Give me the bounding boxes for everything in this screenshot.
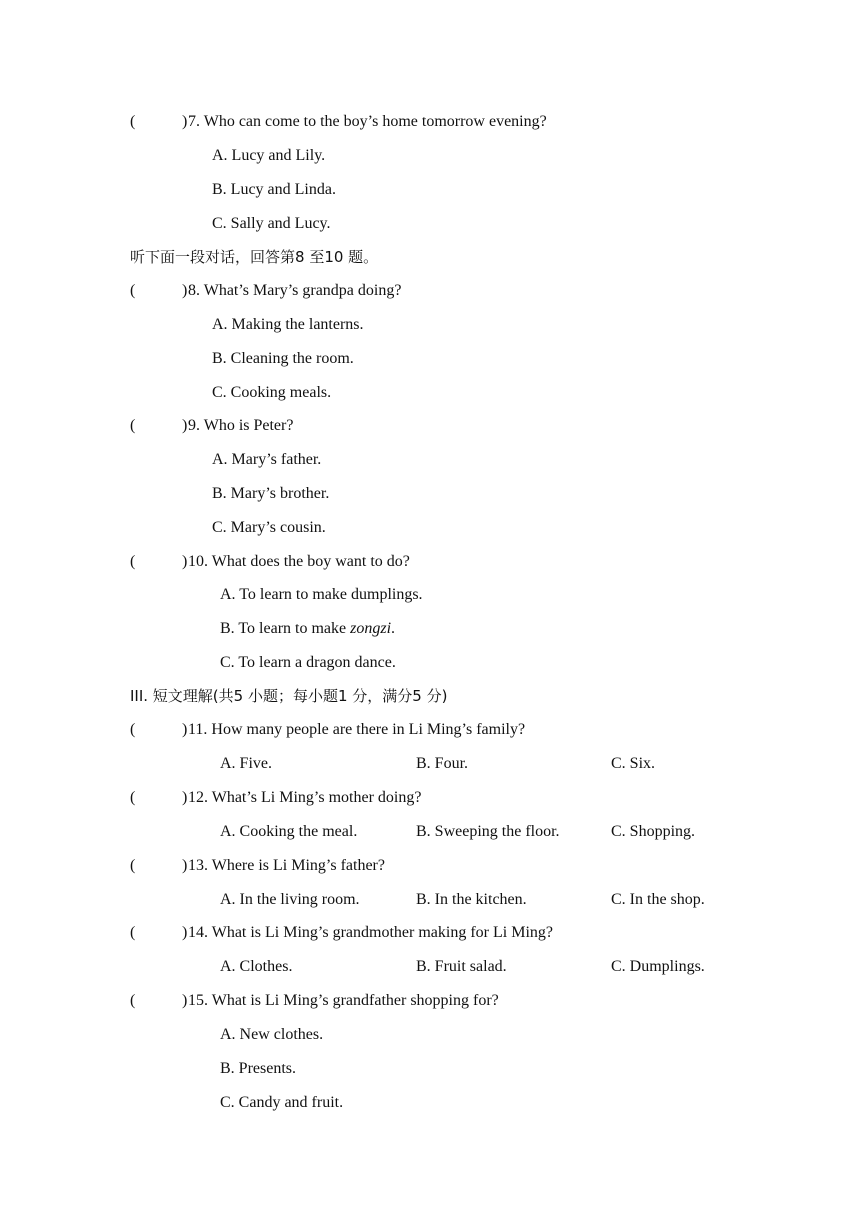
answer-blank: ( ) [130, 113, 188, 130]
answer-blank-close: ) [182, 417, 188, 434]
question-stem: 11. How many people are there in Li Ming’s family? [188, 721, 526, 738]
answer-blank-close: ) [182, 282, 188, 299]
question-stem: 10. What does the boy want to do? [188, 553, 410, 570]
option-b: B. Lucy and Linda. [212, 181, 336, 198]
question-stem: 8. What’s Mary’s grandpa doing? [188, 282, 402, 299]
answer-blank: ( ) [130, 992, 188, 1009]
option-a: A. Making the lanterns. [212, 316, 364, 333]
option-a: A. New clothes. [220, 1026, 324, 1043]
option-a: A. Lucy and Lily. [212, 147, 326, 164]
answer-blank-close: ) [182, 924, 188, 941]
option-a: A. Mary’s father. [212, 451, 322, 468]
option-a: A. Five. [220, 755, 272, 772]
question-stem: 13. Where is Li Ming’s father? [188, 857, 385, 874]
answer-blank: ( ) [130, 417, 188, 434]
section-intro: 听下面一段对话，回答第8 至10 题。 [130, 248, 379, 266]
answer-blank: ( ) [130, 282, 188, 299]
option-b: B. Cleaning the room. [212, 350, 354, 367]
answer-blank: ( ) [130, 553, 188, 570]
answer-blank: ( ) [130, 857, 188, 874]
option-b: B. Mary’s brother. [212, 485, 330, 502]
option-c: C. Candy and fruit. [220, 1094, 344, 1111]
option-b: B. Sweeping the floor. [416, 823, 560, 840]
question-stem: 9. Who is Peter? [188, 417, 294, 434]
option-a: A. In the living room. [220, 891, 360, 908]
question-stem: 7. Who can come to the boy’s home tomorrow evening? [188, 113, 547, 130]
answer-blank-close: ) [182, 857, 188, 874]
option-a: A. Cooking the meal. [220, 823, 358, 840]
option-b: B. Four. [416, 755, 469, 772]
answer-blank: ( ) [130, 789, 188, 806]
section-heading: III. 短文理解(共5 小题；每小题1 分，满分5 分) [130, 687, 448, 705]
option-c: C. Shopping. [611, 823, 696, 840]
option-c: C. Dumplings. [611, 958, 705, 975]
answer-blank-close: ) [182, 113, 188, 130]
option-b: B. In the kitchen. [416, 891, 527, 908]
answer-blank-close: ) [182, 721, 188, 738]
question-stem: 14. What is Li Ming’s grandmother making for Li Ming? [188, 924, 553, 941]
option-c: C. Six. [611, 755, 656, 772]
option-b: B. To learn to make zongzi. [220, 620, 396, 637]
answer-blank-close: ) [182, 789, 188, 806]
option-c: C. To learn a dragon dance. [220, 654, 396, 671]
option-b: B. Presents. [220, 1060, 296, 1077]
answer-blank: ( ) [130, 721, 188, 738]
question-stem: 12. What’s Li Ming’s mother doing? [188, 789, 422, 806]
answer-blank: ( ) [130, 924, 188, 941]
answer-blank-close: ) [182, 992, 188, 1009]
option-c: C. Cooking meals. [212, 384, 332, 401]
option-a: A. To learn to make dumplings. [220, 586, 423, 603]
answer-blank-close: ) [182, 553, 188, 570]
option-c: C. Sally and Lucy. [212, 215, 331, 232]
option-b: B. Fruit salad. [416, 958, 507, 975]
question-stem: 15. What is Li Ming’s grandfather shopping for? [188, 992, 499, 1009]
option-c: C. In the shop. [611, 891, 705, 908]
italic-word: zongzi [350, 620, 392, 637]
option-c: C. Mary’s cousin. [212, 519, 326, 536]
option-a: A. Clothes. [220, 958, 293, 975]
